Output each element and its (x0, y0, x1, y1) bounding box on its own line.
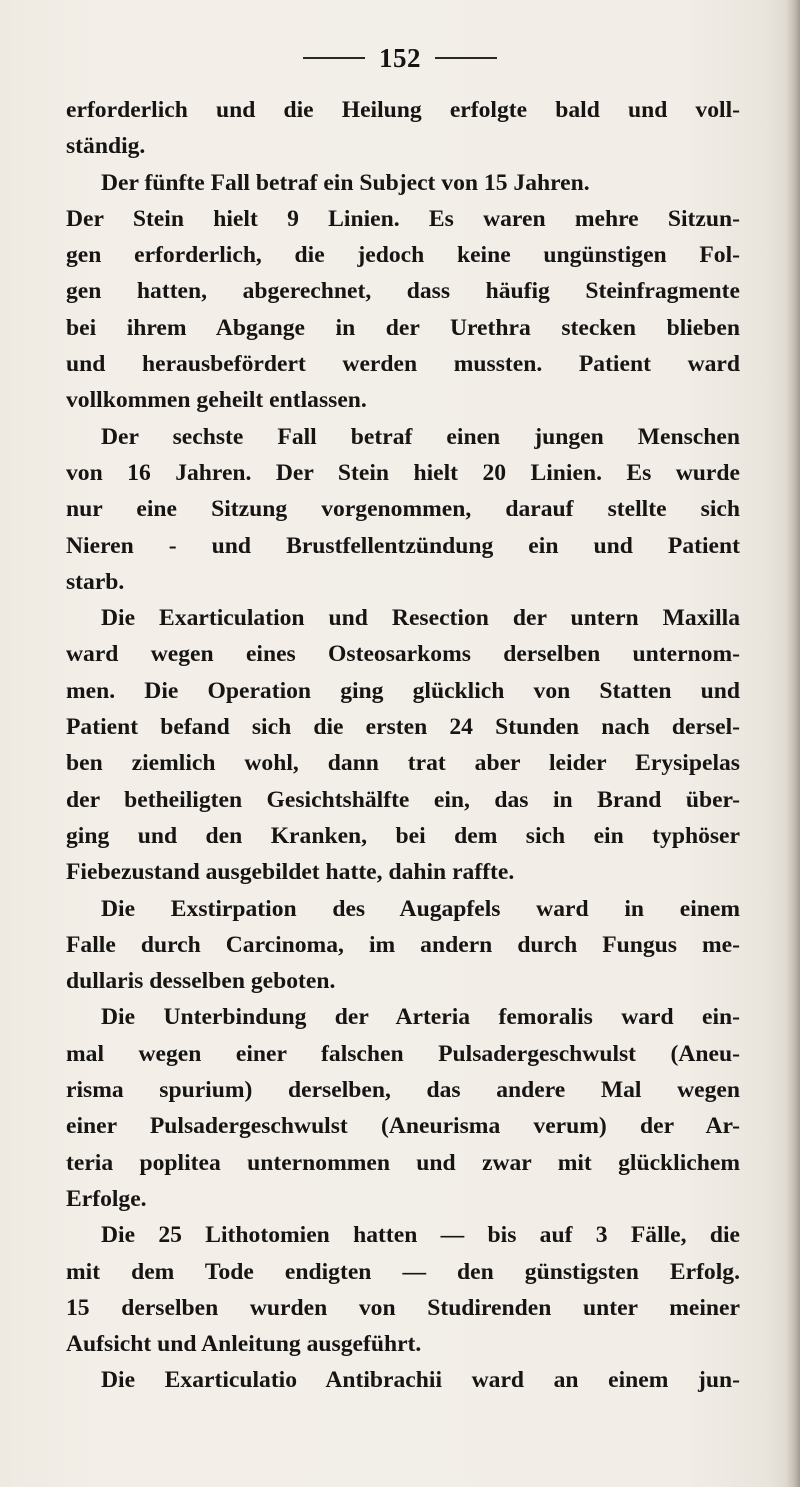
text-line: einer Pulsadergeschwulst (Aneurisma verum) der Ar- (66, 1113, 740, 1140)
text-line: gen erforderlich, die jedoch keine ungünstigen Fol- (66, 242, 740, 269)
text-line: erforderlich und die Heilung erfolgte bald und voll- (66, 97, 740, 123)
text-line: gen hatten, abgerechnet, dass häufig Steinfragmente (66, 278, 740, 305)
text-line: risma spurium) derselben, das andere Mal wegen (66, 1077, 740, 1104)
text-line: mal wegen einer falschen Pulsadergeschwulst (Aneu- (66, 1040, 740, 1067)
text-line: Erfolge. (66, 1185, 147, 1212)
header-dash-right (435, 57, 497, 59)
text-line: der betheiligten Gesichtshälfte ein, das in Brand über- (66, 786, 740, 813)
text-line: Der Stein hielt 9 Linien. Es waren mehre Sitzun- (66, 205, 740, 232)
text-line: Die Exarticulatio Antibrachii ward an einem jun- (101, 1367, 740, 1394)
header-dash-left (303, 57, 365, 59)
text-line: Aufsicht und Anleitung ausgeführt. (66, 1331, 422, 1358)
text-line: Der sechste Fall betraf einen jungen Menschen (101, 423, 740, 450)
text-line: Nieren - und Brustfellentzündung ein und Patient (66, 532, 740, 559)
text-line: dullaris desselben geboten. (66, 968, 336, 995)
text-line: Die Exarticulation und Resection der untern Maxilla (101, 605, 740, 632)
text-line: bei ihrem Abgange in der Urethra stecken blieben (66, 314, 740, 341)
body-text (66, 92, 740, 1399)
text-line: ward wegen eines Osteosarkoms derselben unternom- (66, 641, 740, 668)
text-line: Der fünfte Fall betraf ein Subject von 15 Jahren. (101, 169, 590, 196)
text-line: men. Die Operation ging glücklich von Statten und (66, 677, 740, 704)
text-line: teria poplitea unternommen und zwar mit glücklichem (66, 1149, 740, 1176)
page-number: 152 (379, 42, 421, 73)
text-line: nur eine Sitzung vorgenommen, darauf stellte sich (66, 496, 740, 523)
text-line: Die Unterbindung der Arteria femoralis ward ein- (101, 1004, 740, 1031)
text-line: von 16 Jahren. Der Stein hielt 20 Linien. Es wurde (66, 459, 740, 486)
text-line: vollkommen geheilt entlassen. (66, 387, 367, 414)
text-line: Die Exstirpation des Augapfels ward in einem (101, 895, 740, 922)
text-line: und herausbefördert werden mussten. Patient ward (66, 351, 740, 378)
text-line: starb. (66, 568, 125, 595)
text-line: Patient befand sich die ersten 24 Stunden nach dersel- (66, 714, 740, 741)
text-line: ben ziemlich wohl, dann trat aber leider Erysipelas (66, 750, 740, 777)
text-line: Die 25 Lithotomien hatten — bis auf 3 Fälle, die (101, 1222, 740, 1249)
text-line: Falle durch Carcinoma, im andern durch Fungus me- (66, 931, 740, 958)
text-line: Fiebezustand ausgebildet hatte, dahin raffte. (66, 859, 515, 886)
page-edge-shadow (786, 0, 800, 1487)
text-line: 15 derselben wurden von Studirenden unter meiner (66, 1294, 740, 1321)
text-line: ging und den Kranken, bei dem sich ein typhöser (66, 822, 740, 849)
text-line: mit dem Tode endigten — den günstigsten Erfolg. (66, 1258, 740, 1285)
text-line: ständig. (66, 133, 146, 160)
page-header (0, 38, 800, 78)
